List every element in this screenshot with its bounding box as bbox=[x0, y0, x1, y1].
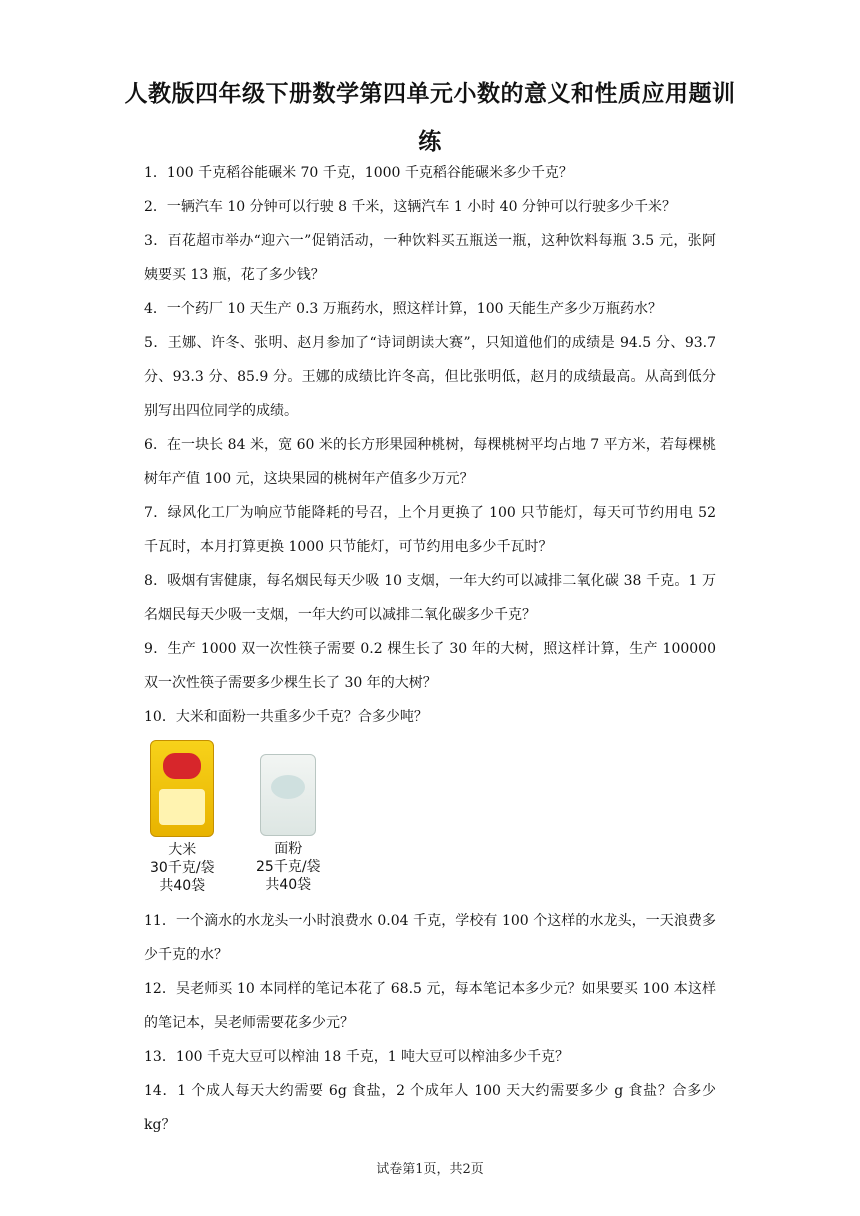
flour-bag-image bbox=[260, 754, 316, 836]
rice-bag-image bbox=[150, 740, 214, 837]
question-list bbox=[144, 156, 716, 1142]
flour-count: 共40袋 bbox=[265, 877, 312, 893]
question-8: 8．吸烟有害健康，每名烟民每天少吸 10 支烟，一年大约可以减排二氧化碳 38 千克。1 万名烟民每天少吸一支烟，一年大约可以减排二氧化碳多少千克？ bbox=[144, 573, 716, 623]
title-line-1: 人教版四年级下册数学第四单元小数的意义和性质应用题训 bbox=[124, 81, 736, 107]
question-7: 7．绿风化工厂为响应节能降耗的号召，上个月更换了 100 只节能灯，每天可节约用电 52 千瓦时，本月打算更换 1000 只节能灯，可节约用电多少千瓦时？ bbox=[144, 505, 716, 555]
page-title bbox=[120, 70, 740, 166]
question-5: 5．王娜、许冬、张明、赵月参加了“诗词朗读大赛”，只知道他们的成绩是 94.5 分、93.7 分、93.3 分、85.9 分。王娜的成绩比许冬高，但比张明低，赵月的成绩最高。从高到低分别写出四位同学的成绩。 bbox=[144, 335, 716, 419]
rice-count: 共40袋 bbox=[159, 878, 206, 894]
flour-weight: 25千克/袋 bbox=[256, 859, 321, 875]
rice-name: 大米 bbox=[168, 842, 197, 858]
rice-bag bbox=[150, 740, 215, 895]
question-13: 13．100 千克大豆可以榨油 18 千克，1 吨大豆可以榨油多少千克？ bbox=[144, 1049, 570, 1065]
question-11: 11．一个滴水的水龙头一小时浪费水 0.04 千克，学校有 100 个这样的水龙头，一天浪费多少千克的水？ bbox=[144, 913, 716, 963]
question-2: 2．一辆汽车 10 分钟可以行驶 8 千米，这辆汽车 1 小时 40 分钟可以行驶多少千米？ bbox=[144, 199, 676, 215]
flour-name: 面粉 bbox=[274, 841, 303, 857]
page-footer: 试卷第1页，共2页 bbox=[376, 1162, 484, 1177]
question-14: 14．1 个成人每天大约需要 6g 食盐，2 个成年人 100 天大约需要多少 g 食盐？合多少 kg？ bbox=[144, 1083, 716, 1133]
question-10: 10．大米和面粉一共重多少千克？合多少吨？ bbox=[144, 709, 428, 725]
question-12: 12．吴老师买 10 本同样的笔记本花了 68.5 元，每本笔记本多少元？如果要买 100 本这样的笔记本，吴老师需要花多少元？ bbox=[144, 981, 716, 1031]
flour-bag bbox=[256, 740, 321, 894]
question-4: 4．一个药厂 10 天生产 0.3 万瓶药水，照这样计算，100 天能生产多少万瓶药水？ bbox=[144, 301, 662, 317]
question-9: 9．生产 1000 双一次性筷子需要 0.2 棵生长了 30 年的大树，照这样计算，生产 100000 双一次性筷子需要多少棵生长了 30 年的大树？ bbox=[144, 641, 716, 691]
question-3: 3．百花超市举办“迎六一”促销活动，一种饮料买五瓶送一瓶，这种饮料每瓶 3.5 元，张阿姨要买 13 瓶，花了多少钱？ bbox=[144, 233, 716, 283]
rice-flour-figure bbox=[144, 734, 716, 904]
rice-weight: 30千克/袋 bbox=[150, 860, 215, 876]
title-line-2: 练 bbox=[418, 129, 442, 155]
question-6: 6．在一块长 84 米，宽 60 米的长方形果园种桃树，每棵桃树平均占地 7 平方米，若每棵桃树年产值 100 元，这块果园的桃树年产值多少万元？ bbox=[144, 437, 716, 487]
question-1: 1．100 千克稻谷能碾米 70 千克，1000 千克稻谷能碾米多少千克？ bbox=[144, 165, 573, 181]
